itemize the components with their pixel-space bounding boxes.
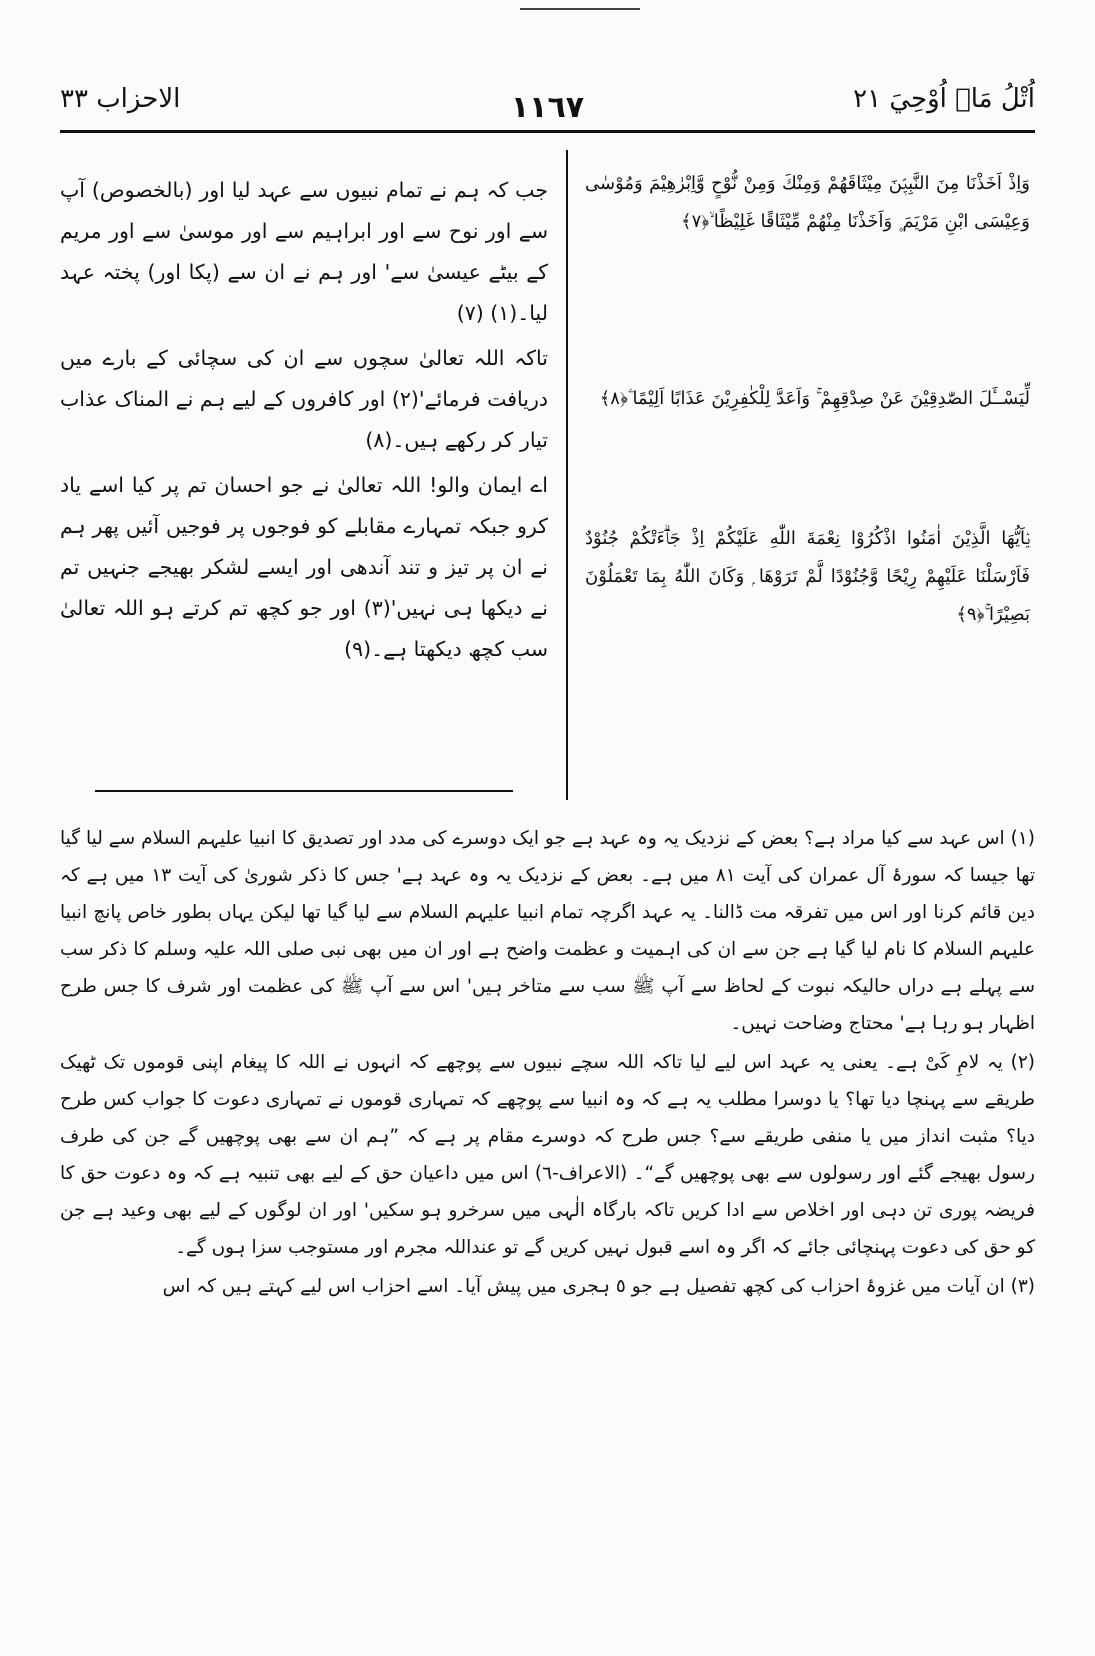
arabic-verse-7: وَاِذْ اَخَذْنَا مِنَ النَّبِيّٖنَ مِيْثَاقَهُمْ وَمِنْكَ وَمِنْ نُّوْحٍ وَّاِبْرٰهِيْمَ وَمُوْسٰى وَعِيْسَى ابْنِ مَرْيَمَ ۪ وَاَخَذْنَا مِنْهُمْ مِّيْثَاقًا غَلِيْظًا ۙ﴿٧﴾ xyxy=(585,173,1030,232)
page-header xyxy=(60,72,1035,132)
footnote-1: (١) اس عہد سے کیا مراد ہے؟ بعض کے نزدیک یہ وہ عہد ہے جو ایک دوسرے کی مدد اور تصدیق کا انبیا علیہم السلام سے لیا گیا تھا جیسا کہ سورۂ آل عمران کی آیت ٨١ میں ہے۔ بعض کے نزدیک یہ وہ عہد ہے' جس کا ذکر شوریٰ کی آیت ١٣ میں ہے کہ دین قائم کرنا اور اس میں تفرقہ مت ڈالنا۔ یہ عہد اگرچہ تمام انبیا علیہم السلام سے لیا گیا تھا لیکن یہاں بطور خاص پانچ انبیا علیہم السلام کا نام لیا گیا ہے جن سے ان کی اہمیت و عظمت واضح ہے اور ان میں بھی نبی صلی اللہ علیہ وسلم کا ذکر سب سے پہلے ہے دراں حالیکہ نبوت کے لحاظ سے آپ ﷺ سب سے متاخر ہیں' اس سے آپ ﷺ کی عظمت اور شرف کا جس طرح اظہار ہو رہا ہے' محتاج وضاحت نہیں۔ xyxy=(60,828,1035,1034)
header-rule xyxy=(60,130,1035,133)
surah-title: الاحزاب ٣٣ xyxy=(60,84,181,114)
arabic-verse-9: يٰۤاَيُّهَا الَّذِيْنَ اٰمَنُوا اذْكُرُوْا نِعْمَةَ اللّٰهِ عَلَيْكُمْ اِذْ جَاۗءَتْكُمْ جُنُوْدٌ فَاَرْسَلْنَا عَلَيْهِمْ رِيْحًا وَّجُنُوْدًا لَّمْ تَرَوْهَا ۭ وَكَانَ اللّٰهُ بِمَا تَعْمَلُوْنَ بَصِيْرًا ۚ﴿٩﴾ xyxy=(585,528,1030,625)
footnote-2: (٢) یہ لامِ کَیْ ہے۔ یعنی یہ عہد اس لیے لیا تاکہ اللہ سچے نبیوں سے پوچھے کہ انہوں نے اللہ کا پیغام اپنی قوموں تک ٹھیک طریقے سے پہنچا دیا تھا؟ یا دوسرا مطلب یہ ہے کہ وہ انبیا سے پوچھے کہ تمہاری قوموں نے تمہاری دعوت کا جواب کس طرح دیا؟ مثبت انداز میں یا منفی طریقے سے؟ جس طرح کہ دوسرے مقام پر ہے کہ ”ہم ان سے بھی پوچھیں گے جن کی طرف رسول بھیجے گئے اور رسولوں سے بھی پوچھیں گے“۔ (الاعراف-٦) اس میں داعیان حق کے لیے بھی تنبیہ ہے کہ وہ دعوت حق کا فریضہ پوری تن دہی اور اخلاص سے ادا کریں تاکہ بارگاہ الٰہی میں سرخرو ہو سکیں' اور ان لوگوں کے لیے بھی وعید ہے جن کو حق کی دعوت پہنچائی جائے کہ اگر وہ اسے قبول نہیں کریں گے تو عنداللہ مجرم اور مستوجب سزا ہوں گے۔ xyxy=(60,1052,1035,1258)
column-divider xyxy=(566,150,568,800)
translation-verse-8: تاکہ اللہ تعالیٰ سچوں سے ان کی سچائی کے بارے میں دریافت فرمائے'(٢) اور کافروں کے لیے ہم نے المناک عذاب تیار کر رکھے ہیں۔(٨) xyxy=(60,346,548,452)
translation-verse-7: جب کہ ہم نے تمام نبیوں سے عہد لیا اور (بالخصوص) آپ سے اور نوح سے اور ابراہیم سے اور موسیٰ سے اور مریم کے بیٹے عیسیٰ سے' اور ہم نے ان سے (پکا اور) پختہ عہد لیا۔(١) (٧) xyxy=(60,178,548,325)
footnote-rule xyxy=(95,790,513,792)
juz-title: اُتْلُ مَاۤ اُوْحِيَ ٢١ xyxy=(853,84,1035,114)
page-number: ١١٦٧ xyxy=(510,90,585,125)
arabic-verse-8: لِّيَسْــَٔلَ الصّٰدِقِيْنَ عَنْ صِدْقِهِمْ ۚ وَاَعَدَّ لِلْكٰفِرِيْنَ عَذَابًا اَلِيْمًا ۧ﴿٨﴾ xyxy=(599,388,1030,409)
footnotes xyxy=(60,820,1035,1307)
top-mark xyxy=(520,8,640,10)
translation-verse-9: اے ایمان والو! اللہ تعالیٰ نے جو احسان تم پر کیا اسے یاد کرو جبکہ تمہارے مقابلے کو فوجوں پر فوجیں آئیں پھر ہم نے ان پر تیز و تند آندھی اور ایسے لشکر بھیجے جنہیں تم نے دیکھا ہی نہیں'(٣) اور جو کچھ تم کرتے ہو اللہ تعالیٰ سب کچھ دیکھتا ہے۔(٩) xyxy=(60,473,549,661)
translation-column xyxy=(60,170,548,674)
footnote-3: (٣) ان آیات میں غزوۂ احزاب کی کچھ تفصیل ہے جو ٥ ہجری میں پیش آیا۔ اسے احزاب اس لیے کہتے ہیں کہ اس xyxy=(162,1276,1035,1297)
